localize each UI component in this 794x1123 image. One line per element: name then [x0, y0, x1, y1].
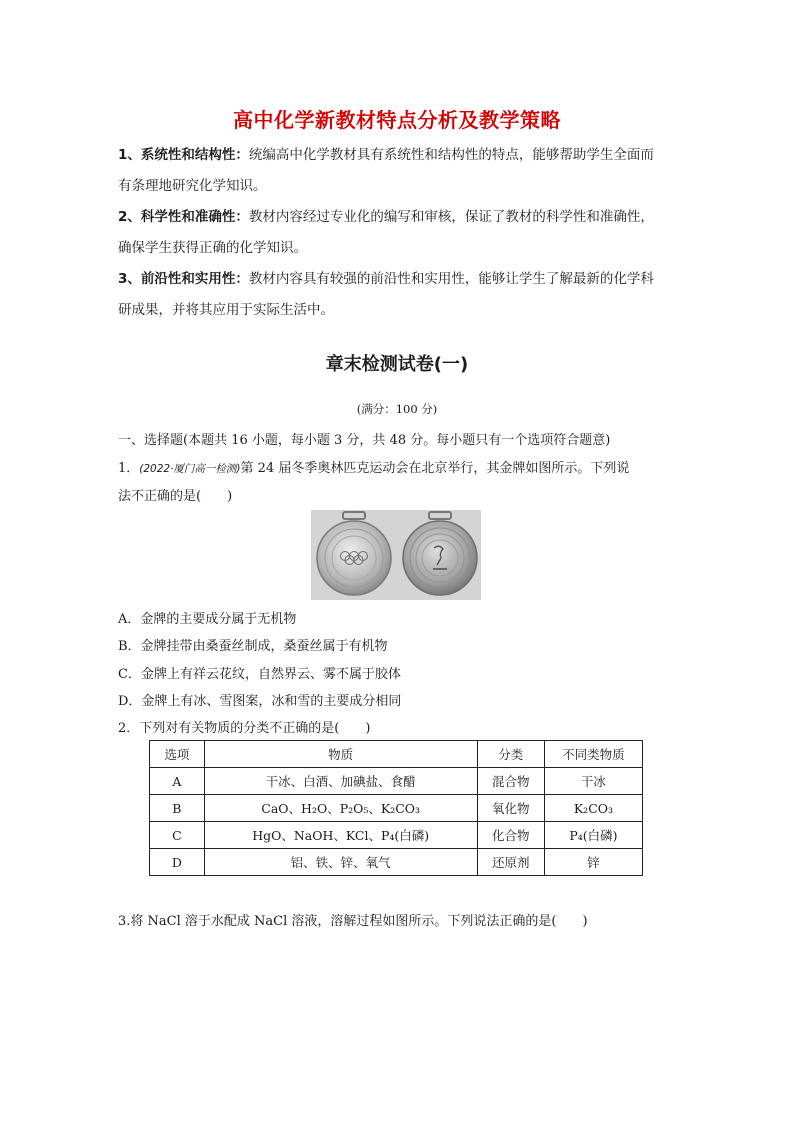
- table-header: 选项: [150, 741, 205, 768]
- table-row: [150, 795, 643, 822]
- feature-label: 3、前沿性和实用性：: [118, 271, 249, 287]
- table-header: 物质: [204, 741, 477, 768]
- classification-table: [149, 740, 643, 876]
- table-cell: C: [150, 822, 205, 849]
- feature-text-cont: 确保学生获得正确的化学知识。: [118, 240, 307, 256]
- table-cell: 干冰: [544, 768, 642, 795]
- feature-text-cont: 研成果，并将其应用于实际生活中。: [118, 302, 334, 318]
- table-cell: 锌: [544, 849, 642, 876]
- feature-item-1: [118, 140, 683, 202]
- table-header: 分类: [477, 741, 544, 768]
- medal-image: [311, 510, 481, 600]
- table-cell: A: [150, 768, 205, 795]
- feature-item-3: [118, 264, 683, 326]
- table-cell: B: [150, 795, 205, 822]
- feature-label: 1、系统性和结构性：: [118, 147, 249, 163]
- feature-item-2: [118, 202, 683, 264]
- table-cell: CaO、H₂O、P₂O₅、K₂CO₃: [204, 795, 477, 822]
- table-cell: 干冰、白酒、加碘盐、食醋: [204, 768, 477, 795]
- table-row: [150, 768, 643, 795]
- feature-label: 2、科学性和准确性：: [118, 209, 249, 225]
- table-cell: 氧化物: [477, 795, 544, 822]
- section-heading: 一、选择题(本题共 16 小题，每小题 3 分，共 48 分。每小题只有一个选项符合题意): [118, 433, 611, 448]
- table-row: [150, 849, 643, 876]
- table-cell: 铝、铁、锌、氧气: [204, 849, 477, 876]
- table-cell: D: [150, 849, 205, 876]
- table-cell: 还原剂: [477, 849, 544, 876]
- table-cell: K₂CO₃: [544, 795, 642, 822]
- question-3-stem: 3.将 NaCl 溶于水配成 NaCl 溶液，溶解过程如图所示。下列说法正确的是( ): [118, 914, 588, 929]
- question-source: (2022·厦门高一检测): [139, 463, 241, 475]
- option-d: D．金牌上有冰、雪图案，冰和雪的主要成分相同: [118, 694, 402, 709]
- exam-score: (满分：100 分): [356, 402, 438, 416]
- table-header: 不同类物质: [544, 741, 642, 768]
- option-b: B．金牌挂带由桑蚕丝制成，桑蚕丝属于有机物: [118, 639, 388, 654]
- feature-text-cont: 有条理地研究化学知识。: [118, 178, 267, 194]
- feature-text: 教材内容经过专业化的编写和审核，保证了教材的科学性和准确性，: [248, 209, 654, 225]
- feature-text: 统编高中化学教材具有系统性和结构性的特点，能够帮助学生全面而: [248, 147, 654, 163]
- table-header-row: [150, 741, 643, 768]
- table-row: [150, 822, 643, 849]
- table-cell: HgO、NaOH、KCl、P₄(白磷): [204, 822, 477, 849]
- exam-title: 章末检测试卷(一): [325, 354, 469, 375]
- option-a: A．金牌的主要成分属于无机物: [118, 612, 297, 627]
- table-cell: 混合物: [477, 768, 544, 795]
- page-title: 高中化学新教材特点分析及教学策略: [233, 108, 561, 132]
- option-c: C．金牌上有祥云花纹，自然界云、雾不属于胶体: [118, 667, 401, 682]
- feature-text: 教材内容具有较强的前沿性和实用性，能够让学生了解最新的化学科: [248, 271, 654, 287]
- table-cell: 化合物: [477, 822, 544, 849]
- table-cell: P₄(白磷): [544, 822, 642, 849]
- question-2-stem: 2．下列对有关物质的分类不正确的是( ): [118, 721, 371, 736]
- question-1-stem: [118, 457, 683, 476]
- question-text: 第 24 届冬季奥林匹克运动会在北京举行，其金牌如图所示。下列说: [240, 461, 630, 476]
- question-1-stem-cont: 法不正确的是( ): [118, 489, 233, 504]
- question-number: 1．: [118, 461, 140, 476]
